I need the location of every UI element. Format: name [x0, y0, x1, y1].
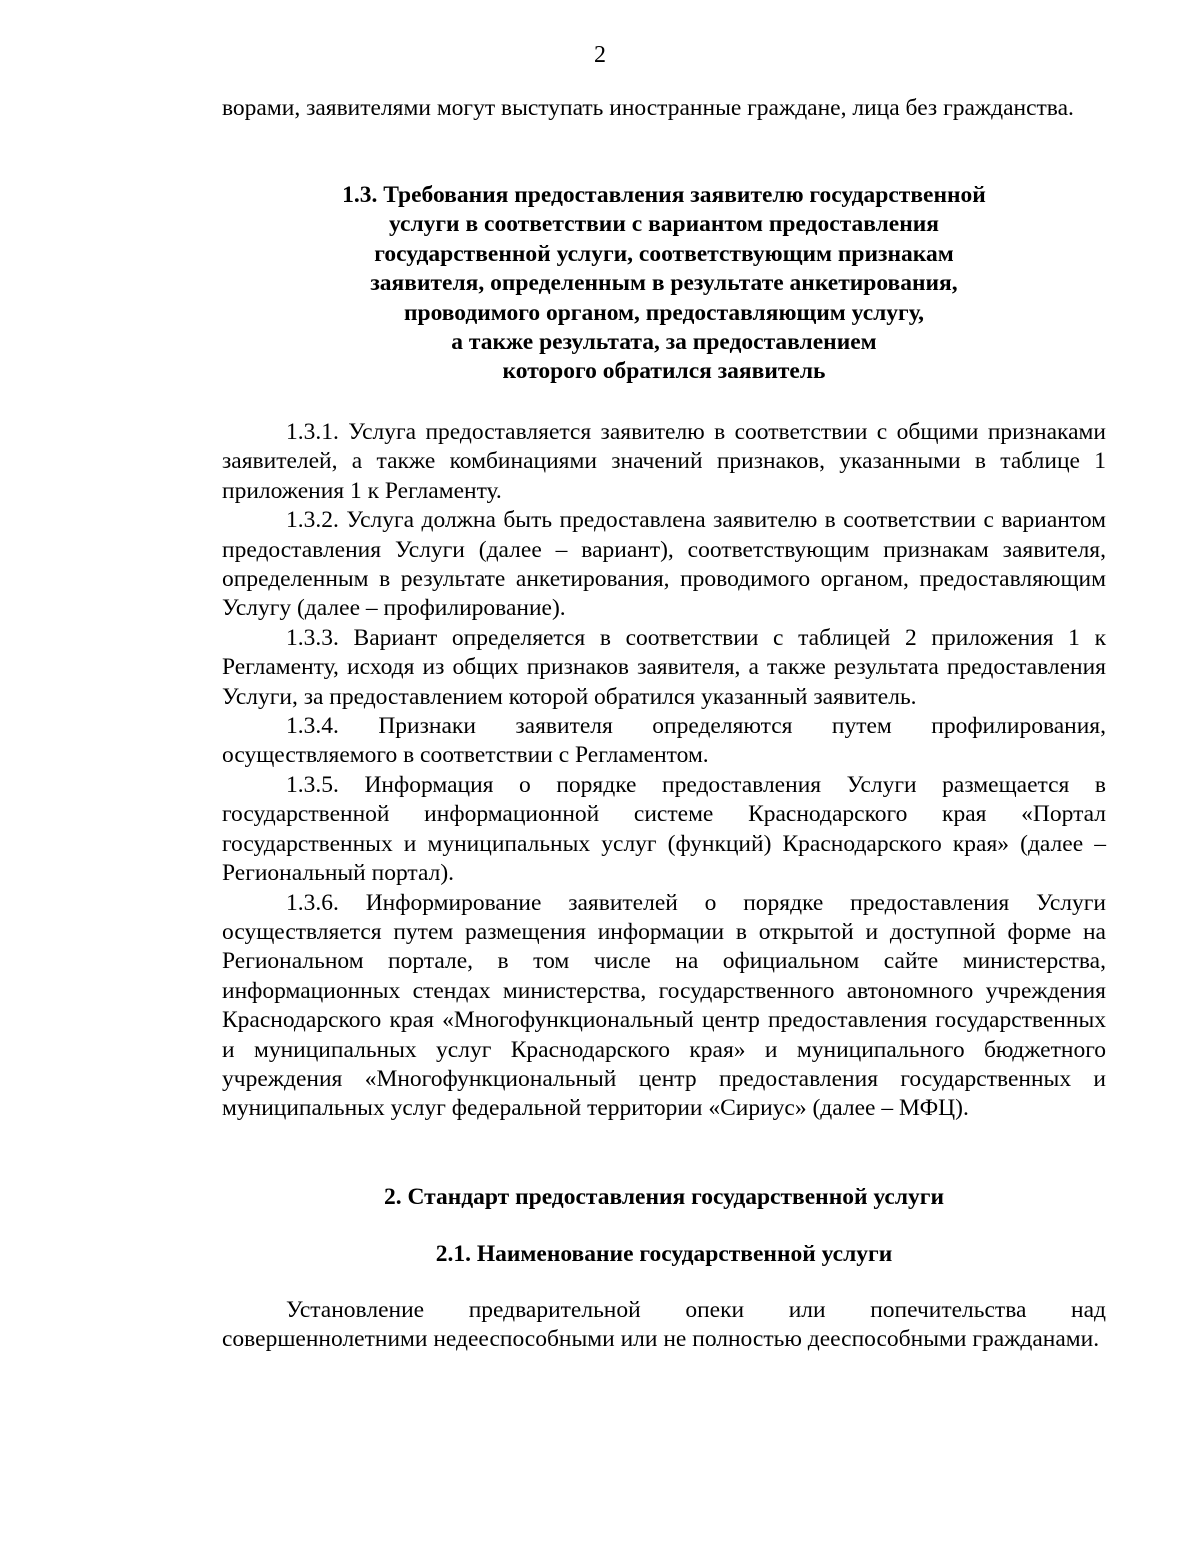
heading-line: заявителя, определенным в результате анкетирования,: [370, 270, 958, 297]
heading-line: которого обратился заявитель: [502, 358, 826, 385]
intro-paragraph: ворами, заявителями могут выступать иностранные граждане, лица без гражданства.: [222, 95, 1074, 121]
section-2-1-heading: 2.1. Наименование государственной услуги: [435, 1241, 893, 1267]
paragraph-1-3-3: 1.3.3. Вариант определяется в соответствии с таблицей 2 приложения 1 к Регламенту, исходя из общих признаков заявителя, а также результата предоставления Услуги, за предоставлением которой обратился указанный заявитель.: [222, 624, 1106, 710]
heading-line: услуги в соответствии с вариантом предоставления: [388, 211, 939, 238]
heading-line: а также результата, за предоставлением: [451, 329, 877, 356]
page-number: 2: [594, 42, 606, 68]
paragraph-1-3-5: 1.3.5. Информация о порядке предоставления Услуги размещается в государственной информационной системе Краснодарского края «Портал государственных и муниципальных услуг (функций) Краснодарского края» (далее – Региональный портал).: [222, 771, 1106, 887]
section-1-3-body: [222, 418, 1106, 1124]
paragraph-1-3-4: 1.3.4. Признаки заявителя определяются путем профилирования, осуществляемого в соответствии с Регламентом.: [222, 713, 1106, 769]
paragraph-1-3-2: 1.3.2. Услуга должна быть предоставлена заявителю в соответствии с вариантом предоставления Услуги (далее – вариант), соответствующим признакам заявителя, определенным в результате анкетирования, проводимого органом, предоставляющим Услугу (далее – профилирование).: [222, 507, 1106, 622]
section-2-heading: 2. Стандарт предоставления государственной услуги: [383, 1184, 945, 1210]
heading-line: государственной услуги, соответствующим признакам: [374, 240, 954, 267]
paragraph-1-3-6: 1.3.6. Информирование заявителей о порядке предоставления Услуги осуществляется путем размещения информации в открытой и доступной форме на Региональном портале, в том числе на официальном сайте министерства, информационных стендах министерства, государственного автономного учреждения Краснодарского края «Многофункциональный центр предоставления государственных и муниципальных услуг Краснодарского края» и муниципального бюджетного учреждения «Многофункциональный центр предоставления государственных и муниципальных услуг федеральной территории «Сириус» (далее – МФЦ).: [222, 889, 1106, 1122]
intro-block: [222, 94, 1106, 123]
heading-line: 1.3. Требования предоставления заявителю государственной: [342, 182, 986, 208]
section-1-3-heading: [222, 181, 1106, 387]
section-2-1-body: [222, 1296, 1106, 1355]
paragraph-2-1: Установление предварительной опеки или попечительства над совершеннолетними недееспособными или не полностью дееспособными гражданами.: [222, 1297, 1106, 1353]
paragraph-1-3-1: 1.3.1. Услуга предоставляется заявителю в соответствии с общими признаками заявителей, а также комбинациями значений признаков, указанными в таблице 1 приложения 1 к Регламенту.: [222, 419, 1106, 504]
heading-line: проводимого органом, предоставляющим услугу,: [403, 299, 925, 326]
